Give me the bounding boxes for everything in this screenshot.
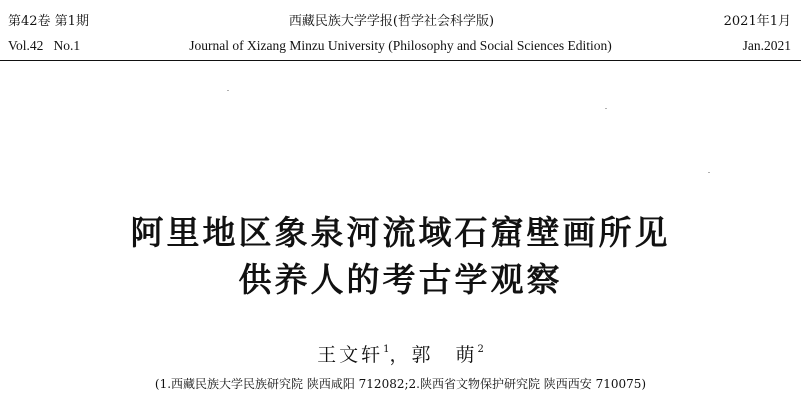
article-title-line-2: 供养人的考古学观察 [238, 260, 563, 299]
issue-info-cn: 第42卷 第1期 [8, 14, 89, 29]
affiliation-marker: 2 [477, 344, 484, 355]
author-separator: ， [389, 344, 412, 366]
scan-speck [605, 108, 607, 109]
scan-speck [227, 90, 229, 91]
journal-header-chinese [0, 10, 801, 30]
author-name: 王文轩 [317, 344, 384, 366]
article-title-line-1: 阿里地区象泉河流域石窟壁画所见 [130, 213, 671, 252]
author-affiliations: (1.西藏民族大学民族研究院 陕西咸阳 712082;2.陕西省文物保护研究院 陕西西安 710075) [154, 377, 647, 391]
publication-date-en: Jan.2021 [742, 38, 791, 53]
affiliation-marker: 1 [383, 344, 390, 355]
journal-name-en: Journal of Xizang Minzu University (Philosophy and Social Sciences Edition) [189, 38, 612, 53]
journal-name-cn: 西藏民族大学学报(哲学社会科学版) [288, 14, 495, 29]
publication-date-cn: 2021年1月 [723, 14, 791, 29]
issue-info-en: Vol.42 No.1 [8, 38, 81, 53]
header-rule [0, 60, 801, 61]
author-line [0, 340, 801, 367]
author-name: 郭 萌 [411, 344, 478, 366]
journal-header-english [0, 38, 801, 58]
scan-speck [708, 172, 710, 173]
